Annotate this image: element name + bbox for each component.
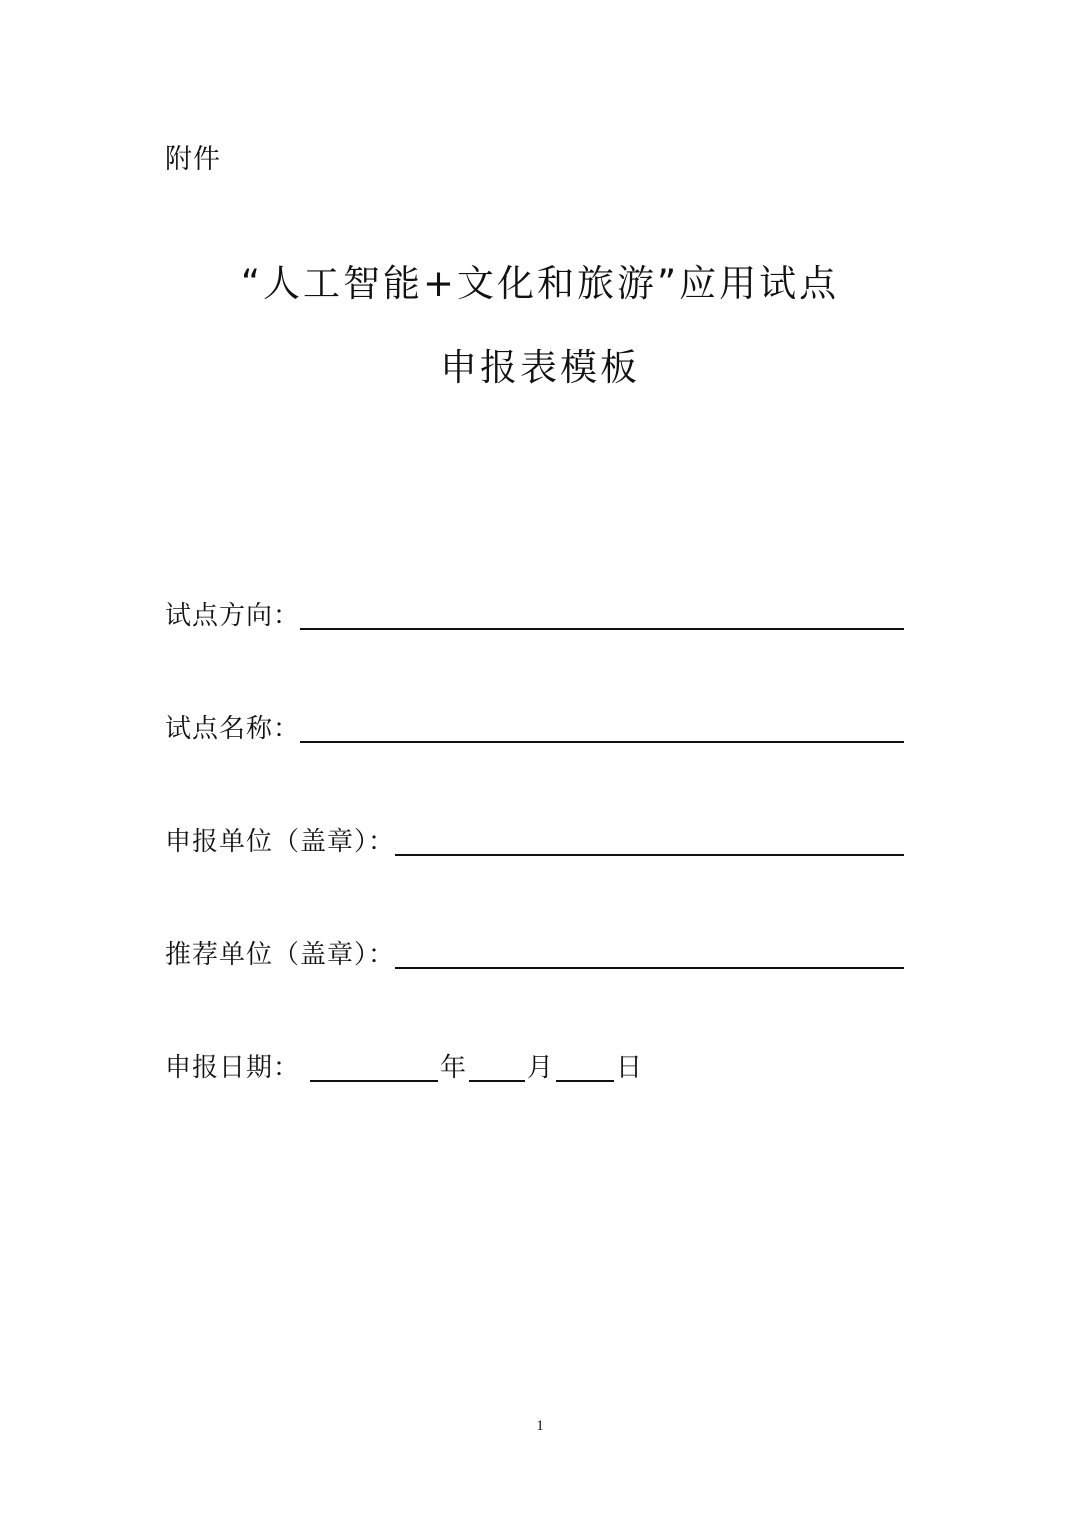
- applicant-unit-blank[interactable]: [395, 824, 904, 856]
- day-blank[interactable]: [556, 1050, 614, 1082]
- applicant-unit-label: 申报单位（盖章）：: [165, 827, 396, 857]
- applicant-unit-field: [165, 816, 904, 860]
- recommending-unit-blank[interactable]: [395, 937, 904, 969]
- pilot-name-label: 试点名称：: [165, 714, 301, 744]
- year-unit: 年: [440, 1053, 468, 1083]
- document-title-line2: 申报表模板: [440, 346, 640, 389]
- pilot-direction-blank[interactable]: [300, 598, 904, 630]
- pilot-direction-field: [165, 590, 904, 634]
- recommending-unit-label: 推荐单位（盖章）：: [165, 940, 396, 970]
- day-unit: 日: [616, 1053, 644, 1083]
- page-number: 1: [536, 1418, 544, 1434]
- month-unit: 月: [527, 1053, 555, 1083]
- month-blank[interactable]: [469, 1050, 525, 1082]
- year-blank[interactable]: [310, 1050, 438, 1082]
- pilot-direction-label: 试点方向：: [165, 601, 301, 631]
- document-title-line1: “人工智能+文化和旅游”应用试点: [240, 262, 840, 305]
- recommending-unit-field: [165, 929, 904, 973]
- application-date-label: 申报日期：: [165, 1053, 301, 1083]
- attachment-label: 附件: [165, 144, 221, 175]
- application-date-field: [165, 1042, 643, 1086]
- pilot-name-blank[interactable]: [300, 711, 904, 743]
- pilot-name-field: [165, 703, 904, 747]
